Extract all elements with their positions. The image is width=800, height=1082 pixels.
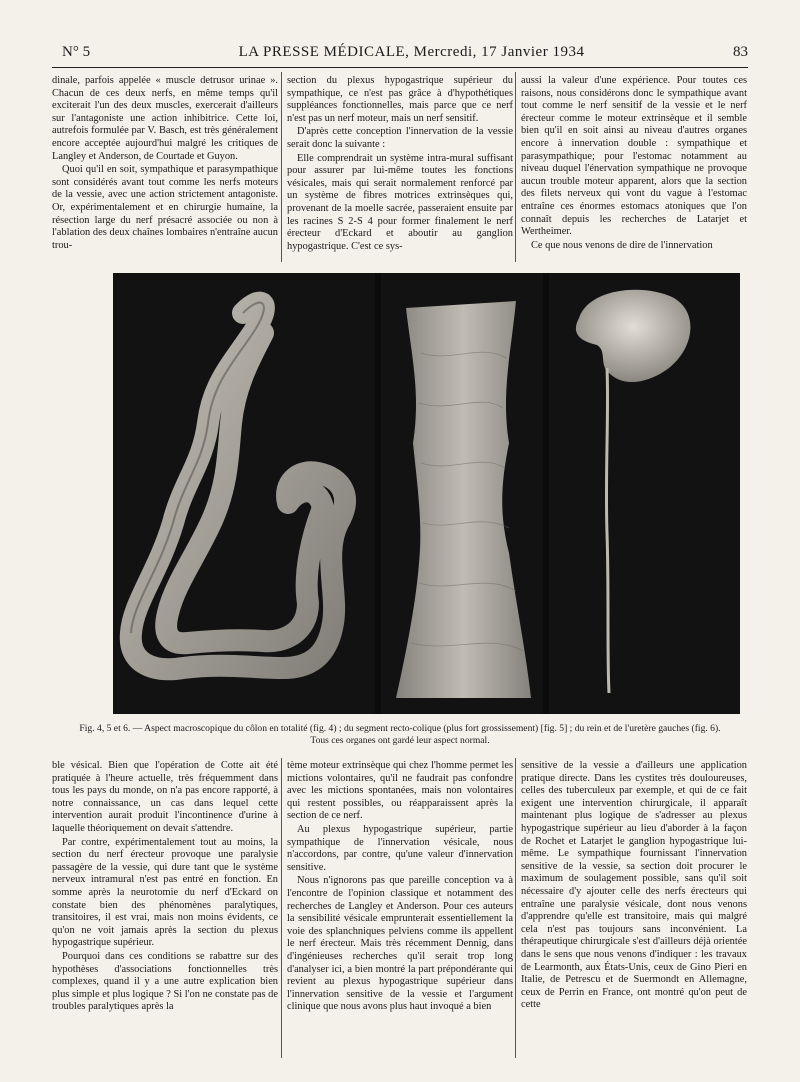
paragraph: Elle comprendrait un système intra-mural suffisant pour assurer par lui-même toutes les fonctions vésicales, mais qui serait normalement renforcé par un système de fibres motrices extrinsèques qui, provenant de la moelle sacrée, passeraient ensuite par les racines S 2-S 4 pour former finalement le nerf érecteur d'Eckard et aboutir au ganglion hypogastrique. C'est ce sys- <box>287 152 513 252</box>
bottom-column-2 <box>287 760 513 1060</box>
paragraph: D'après cette conception l'innervation de la vessie serait donc la suivante : <box>287 126 513 150</box>
caption-line: Tous ces organes ont gardé leur aspect normal. <box>310 735 490 746</box>
page-header <box>62 44 748 66</box>
paragraph: dinale, parfois appelée « muscle detrusor urinae ». Chacun de ces deux nerfs, en même temps qu'il exciterait l'un des deux muscles, exercerait d'ailleurs sur l'antagoniste une action inhibitrice. Cette loi, autrefois formulée par V. Basch, est très généralement encore acceptée aujourd'hui malgré les critiques de Langley et Anderson, de Courtade et Guyon. <box>52 75 278 162</box>
issue-number: N° 5 <box>62 44 91 60</box>
bottom-column-3 <box>521 760 747 1060</box>
column-separator <box>281 72 282 262</box>
paragraph: Ce que nous venons de dire de l'innervation <box>531 239 713 251</box>
paragraph: Nous n'ignorons pas que pareille conception va à l'encontre de l'opinion classique et notamment des recherches de Langley et Anderson. Pour ces auteurs la sensibilité vésicale emprunterait essentiellement la voie des splanchniques pelviens comme ils appellent le nerf érecteur. Mais très récemment Dennig, dans d'ingénieuses recherches qu'il serait trop long d'analyser ici, a bien montré la part prépondérante qui revient au plexus hypogastrique supérieur dans l'innervation sensitive de la vessie et l'argument clinique que nous avons plus haut invoqué a bien <box>287 875 513 1013</box>
paragraph: tème moteur extrinsèque qui chez l'homme permet les mictions volontaires, qu'il ne faudrait pas confondre avec les mictions spontanées, mais non volontaires qui restent possibles, ou réapparaissent après la section de ce nerf. <box>287 760 513 822</box>
recto-colic-segment-image <box>381 273 543 714</box>
caption-line: Fig. 4, 5 et 6. — Aspect macroscopique du côlon en totalité (fig. 4) ; du segment recto-colique (plus fort grossissement) [fig. 5] ; du rein et de l'uretère gauches (fig. 6). <box>79 723 721 734</box>
journal-title: LA PRESSE MÉDICALE, Mercredi, 17 Janvier 1934 <box>238 44 585 60</box>
figure-plate <box>113 273 740 714</box>
figure-6-kidney-ureter <box>549 273 740 714</box>
top-column-1 <box>52 75 278 263</box>
top-column-3 <box>521 75 747 263</box>
figure-4-colon <box>113 273 375 714</box>
paragraph: section du plexus hypogastrique supérieur du sympathique, ce n'est pas grâce à d'hypothétiques suppléances fonctionnelles, mais parce que ce nerf n'est pas un nerf moteur, mais un nerf sensitif. <box>287 75 513 124</box>
colon-image <box>113 273 375 714</box>
paragraph: Quoi qu'il en soit, sympathique et parasympathique sont considérés avant tout comme les nerfs moteurs de la vessie, avec une action strictement antagoniste. Or, expérimentalement et en chirurgie humaine, la résection large du nerf présacré associée ou non à l'ablation des deux chaînes lombaires n'entraîne aucun trou- <box>52 164 278 251</box>
paragraph: sensitive de la vessie a d'ailleurs une application pratique directe. Dans les cystites très douloureuses, celles des tuberculeux par exemple, et qui de ce fait exigent une intervention chirurgicale, il apparaît maintenant plus logique de s'adresser au plexus hypogastrique supérieur au lieu d'aborder à la façon de Rochet et Latarjet le ganglion hypogastrique lui-même. Le sympathique fournissant l'innervation sensitive de la vessie, sa section doit procurer le maximum de soulagement possible, sans qu'il soit nécessaire d'y ajouter celle des nerfs érecteurs qui entraîne une paralysie vésicale, dont nous venons d'apprendre qu'elle est transitoire, mais qui malgré cela n'est pas toujours sans inconvénient. La thérapeutique chirurgicale s'est d'ailleurs déjà orientée dans le sens que nous venons d'indiquer : les travaux de Learmonth, aux États-Unis, ceux de Gino Pieri en Italie, de Petrescu et de Suermondt en Allemagne, ceux de Perrin en France, ont montré qu'on peut de cette <box>521 760 747 1011</box>
column-separator <box>281 758 282 1058</box>
column-separator <box>515 758 516 1058</box>
paragraph: ble vésical. Bien que l'opération de Cotte ait été pratiquée à l'heure actuelle, très fréquemment dans tous les pays du monde, on n'a pas encore rapporté, à notre connaissance, un cas dans lequel cette intervention aurait produit l'incontinence d'urine à laquelle théoriquement on devait s'attendre. <box>52 760 278 834</box>
page-number: 83 <box>733 44 748 60</box>
bottom-column-1 <box>52 760 278 1060</box>
column-separator <box>515 72 516 262</box>
paragraph: aussi la valeur d'une expérience. Pour toutes ces raisons, nous considérons donc le sympathique avant tout comme le nerf sensitif de la vessie et le nerf érecteur comme le moteur extrinsèque et il semble bien qu'il en soit ainsi au niveau d'autres organes encore à innervation double : sympathique et parasympathique; pour l'estomac notamment au niveau duquel l'énervation sympathique ne provoque aucun trouble moteur apparent, alors que la section des filets nerveux qui vont du vague à l'estomac entraîne ces énormes estomacs atoniques que l'on connaît depuis les recherches de Latarjet et Wertheimer. <box>521 75 747 238</box>
kidney-ureter-image <box>549 273 740 714</box>
top-column-2 <box>287 75 513 263</box>
paragraph: Par contre, expérimentalement tout au moins, la section du nerf érecteur provoque une paralysie passagère de la vessie, qui dure tant que le système nerveux intramural n'est pas entré en fonction. En somme après la neurotomie du nerf d'Eckard on constate bien des phénomènes paralytiques, transitoires, il est vrai, mais non moins évidents, ce qu'on ne voit jamais après la section du plexus hypogastrique supérieur. <box>52 836 278 949</box>
figure-caption <box>52 723 748 747</box>
figure-5-recto-colic-segment <box>381 273 543 714</box>
paragraph: Au plexus hypogastrique supérieur, partie sympathique de l'innervation vésicale, nous n'accordons, par contre, qu'une valeur d'innervation sensitive. <box>287 823 513 873</box>
header-rule <box>52 67 748 68</box>
paragraph: Pourquoi dans ces conditions se rabattre sur des hypothèses d'associations fonctionnelles très complexes, quand il y a une autre explication bien plus simple et plus logique ? Si l'on ne constate pas de troubles paralytiques après la <box>52 950 278 1013</box>
